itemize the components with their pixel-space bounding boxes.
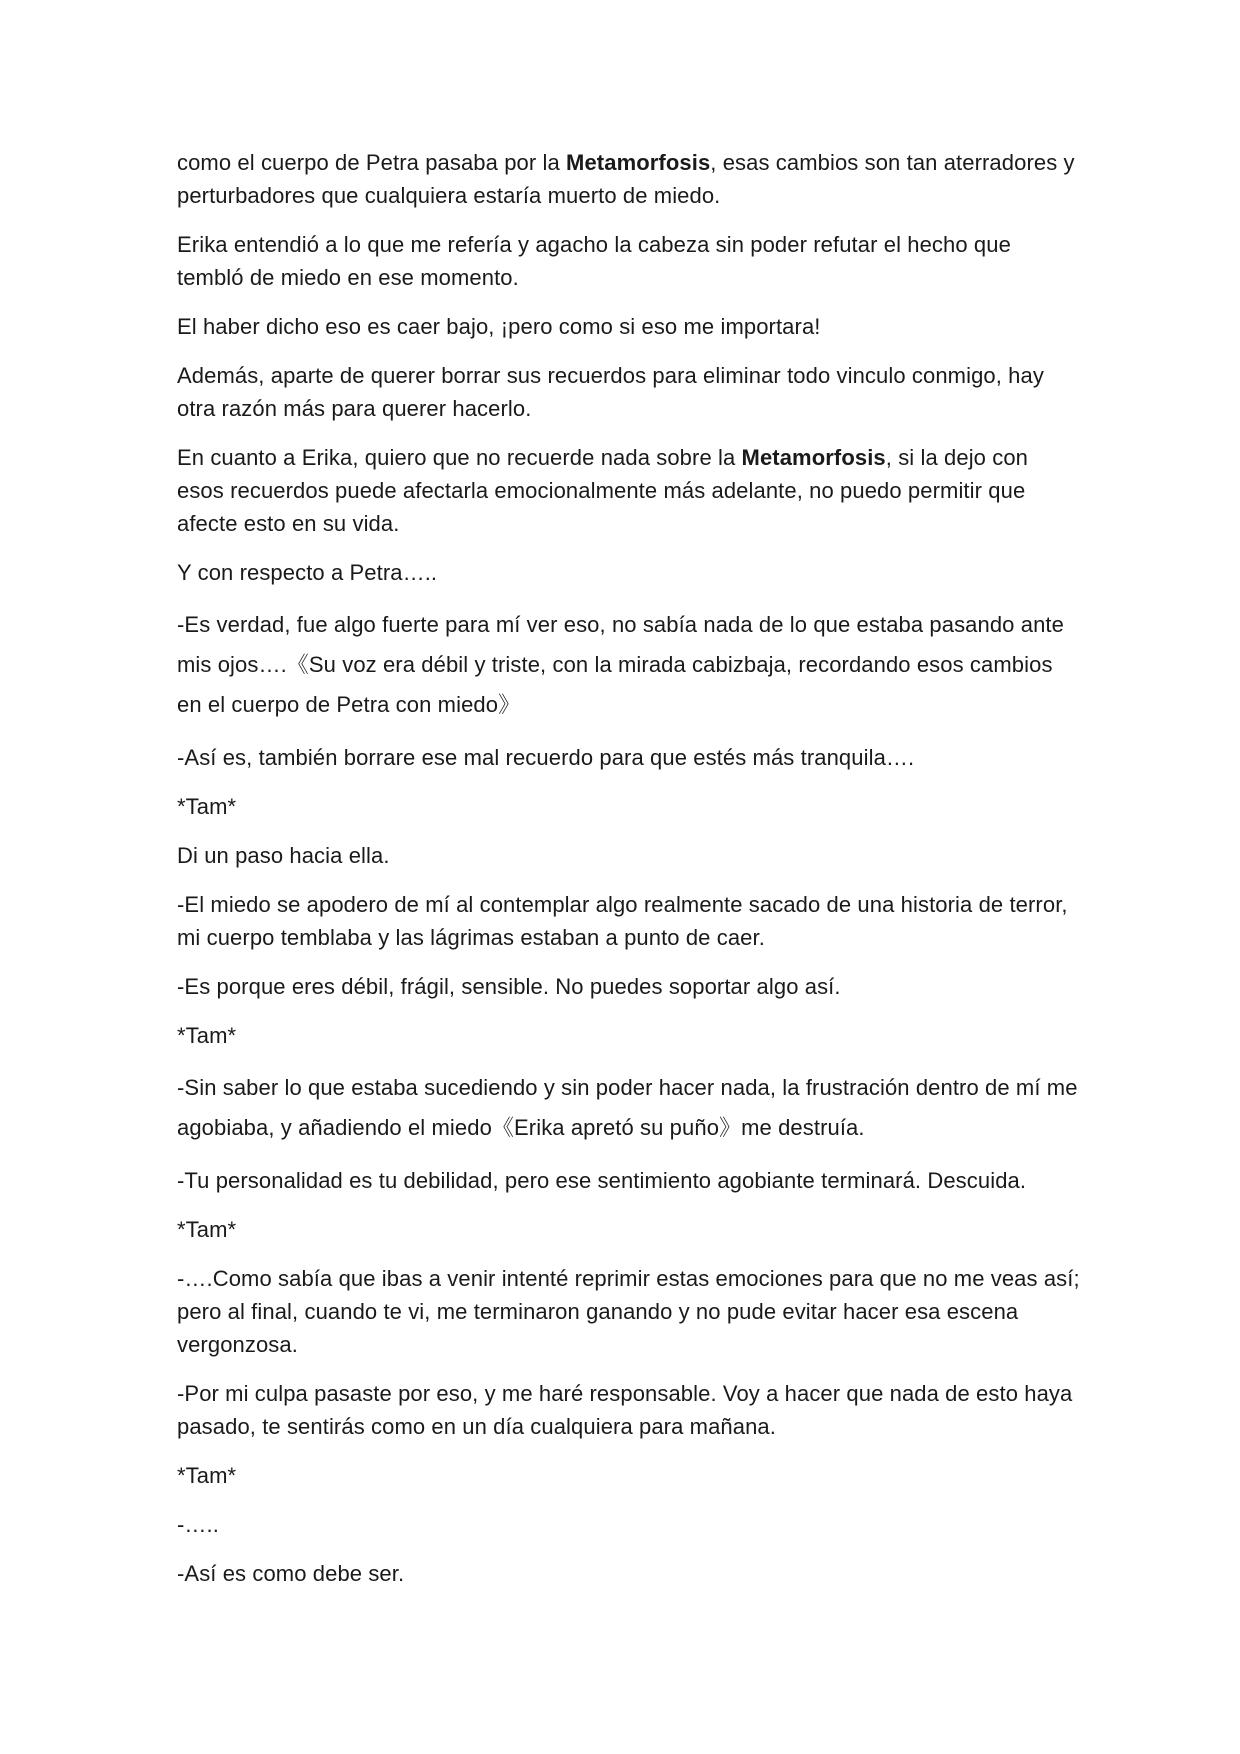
text-run: -Así es, también borrare ese mal recuerdo para que estés más tranquila…. [177, 745, 915, 770]
text-run: como el cuerpo de Petra pasaba por la [177, 150, 567, 175]
paragraph [177, 228, 1080, 294]
text-run: Además, aparte de querer borrar sus recuerdos para eliminar todo vinculo conmigo, hay otra razón más para querer hacerlo. [177, 363, 1044, 421]
paragraph [177, 556, 1080, 589]
text-run: -El miedo se apodero de mí al contemplar algo realmente sacado de una historia de terror, mi cuerpo temblaba y las lágrimas estaban a punto de caer. [177, 892, 1068, 950]
paragraph [177, 605, 1080, 725]
text-run: El haber dicho eso es caer bajo, ¡pero como si eso me importara! [177, 314, 821, 339]
paragraph [177, 1068, 1080, 1148]
paragraph [177, 1377, 1080, 1443]
text-run: -Es verdad, fue algo fuerte para mí ver eso, no sabía nada de lo que estaba pasando ante mis ojos….《Su voz era débil y triste, con la mirada cabizbaja, recordando esos cambios en el cuerpo de Petra con miedo》 [177, 612, 1064, 717]
text-run: -Por mi culpa pasaste por eso, y me haré responsable. Voy a hacer que nada de esto haya pasado, te sentirás como en un día cualquiera para mañana. [177, 1381, 1073, 1439]
paragraph [177, 1262, 1080, 1361]
paragraph [177, 1557, 1080, 1590]
paragraph [177, 970, 1080, 1003]
paragraph [177, 790, 1080, 823]
text-run: -Es porque eres débil, frágil, sensible. No puedes soportar algo así. [177, 974, 841, 999]
text-run: -Sin saber lo que estaba sucediendo y sin poder hacer nada, la frustración dentro de mí me agobiaba, y añadiendo el miedo《Erika apretó su puño》me destruía. [177, 1075, 1078, 1140]
bold-term: Metamorfosis [741, 445, 886, 470]
text-run: -….. [177, 1512, 219, 1537]
text-run: *Tam* [177, 1217, 237, 1242]
paragraph [177, 359, 1080, 425]
text-run: En cuanto a Erika, quiero que no recuerde nada sobre la [177, 445, 742, 470]
text-run: -Así es como debe ser. [177, 1561, 405, 1586]
text-run: Y con respecto a Petra….. [177, 560, 438, 585]
bold-term: Metamorfosis [566, 150, 711, 175]
paragraph [177, 1019, 1080, 1052]
text-run: , si la dejo con esos recuerdos puede afectarla emocionalmente más adelante, no puedo permitir que afecte esto en su vida. [177, 445, 1029, 536]
paragraph [177, 839, 1080, 872]
paragraph [177, 1508, 1080, 1541]
paragraph [177, 441, 1080, 540]
text-run: Di un paso hacia ella. [177, 843, 390, 868]
text-run: *Tam* [177, 1023, 237, 1048]
text-run: Erika entendió a lo que me refería y agacho la cabeza sin poder refutar el hecho que tembló de miedo en ese momento. [177, 232, 1011, 290]
text-run: *Tam* [177, 794, 237, 819]
text-run: *Tam* [177, 1463, 237, 1488]
text-run: -….Como sabía que ibas a venir intenté reprimir estas emociones para que no me veas así; pero al final, cuando te vi, me terminaron ganando y no pude evitar hacer esa escena vergonzosa. [177, 1266, 1080, 1357]
paragraph [177, 741, 1080, 774]
paragraph [177, 146, 1080, 212]
paragraph [177, 888, 1080, 954]
paragraph [177, 1213, 1080, 1246]
paragraph [177, 1164, 1080, 1197]
text-run: , esas cambios son tan aterradores y perturbadores que cualquiera estaría muerto de miedo. [177, 150, 1075, 208]
paragraph [177, 1459, 1080, 1492]
paragraph [177, 310, 1080, 343]
text-run: -Tu personalidad es tu debilidad, pero ese sentimiento agobiante terminará. Descuida. [177, 1168, 1027, 1193]
document-body [177, 146, 1080, 1590]
